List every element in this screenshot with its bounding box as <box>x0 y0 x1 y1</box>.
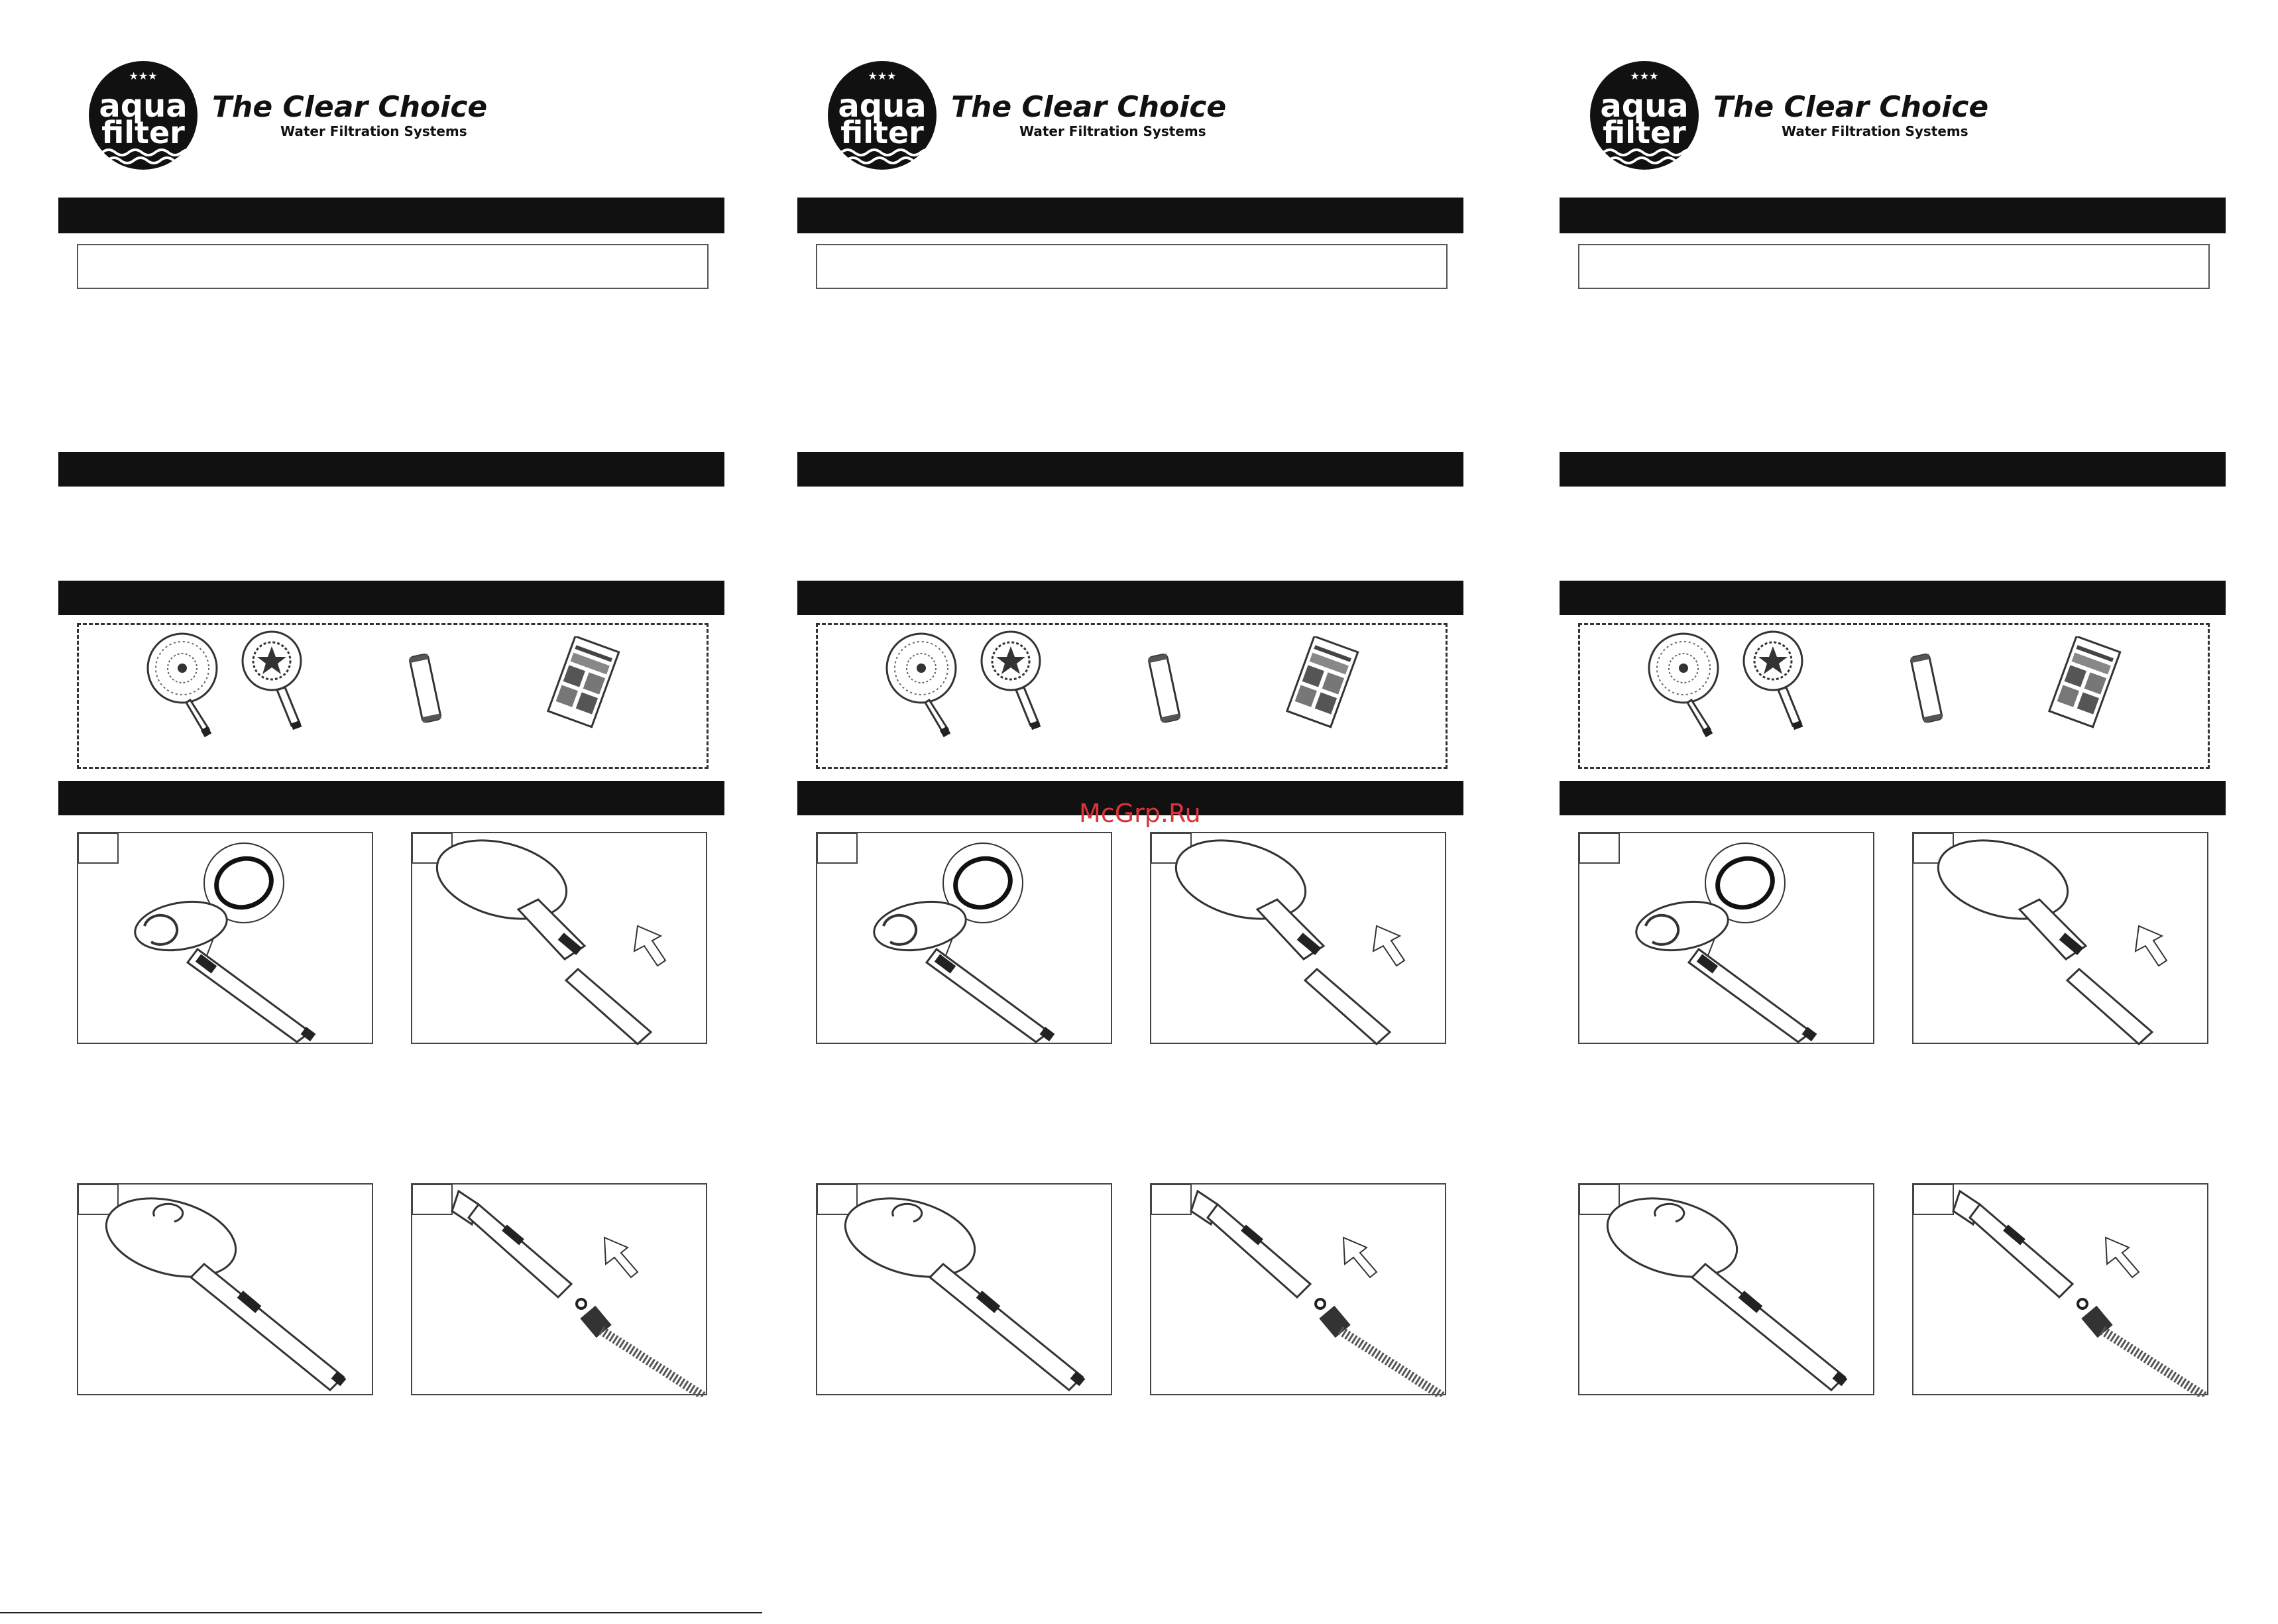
aqua-filter-logo <box>826 60 959 192</box>
step-3-box <box>816 1183 1112 1395</box>
step-2-box <box>1912 832 2208 1044</box>
shower-head-round-icon <box>882 630 968 742</box>
brand-subline: Water Filtration Systems <box>280 123 467 139</box>
arrow-icon <box>634 926 665 966</box>
instruction-card-icon <box>540 636 633 729</box>
step-1-box <box>816 832 1112 1044</box>
title-box <box>816 244 1448 289</box>
svg-text:aqua: aqua <box>838 87 927 125</box>
step-3-box <box>77 1183 373 1395</box>
section-bar-1 <box>58 198 724 233</box>
filter-cartridge-icon <box>1904 650 1951 729</box>
step-1-box <box>77 832 373 1044</box>
title-box <box>1578 244 2210 289</box>
shower-head-star-icon <box>239 626 325 739</box>
section-bar-2 <box>797 452 1463 487</box>
watermark: McGrp.Ru <box>1079 799 1201 828</box>
filter-cartridge-icon <box>1142 650 1188 729</box>
footer-rule <box>0 1612 762 1613</box>
step-2-box <box>1150 832 1446 1044</box>
brand-subline: Water Filtration Systems <box>1782 123 1968 139</box>
aqua-filter-logo <box>1589 60 1721 192</box>
section-bar-4 <box>58 781 724 815</box>
step-1-box <box>1578 832 1874 1044</box>
arrow-icon <box>1373 926 1404 966</box>
step-2-box <box>411 832 707 1044</box>
step-4-box <box>411 1183 707 1395</box>
section-bar-4 <box>1560 781 2226 815</box>
svg-text:filter: filter <box>840 115 924 150</box>
svg-text:★★★: ★★★ <box>129 70 158 82</box>
shower-head-star-icon <box>978 626 1064 739</box>
svg-text:filter: filter <box>1603 115 1686 150</box>
arrow-icon <box>1343 1238 1377 1277</box>
hose-icon <box>1319 1306 1443 1397</box>
section-bar-3 <box>1560 581 2226 615</box>
hose-icon <box>580 1306 704 1397</box>
svg-text:aqua: aqua <box>99 87 188 125</box>
brand-subline: Water Filtration Systems <box>1019 123 1206 139</box>
arrow-icon <box>2136 926 2167 966</box>
svg-text:★★★: ★★★ <box>868 70 897 82</box>
section-bar-2 <box>1560 452 2226 487</box>
leaflet-column-3 <box>1501 0 2260 1624</box>
brand-tagline: The Clear Choice <box>951 90 1227 124</box>
brand-tagline: The Clear Choice <box>1713 90 1989 124</box>
step-3-box <box>1578 1183 1874 1395</box>
section-bar-1 <box>1560 198 2226 233</box>
title-box <box>77 244 709 289</box>
shower-head-star-icon <box>1740 626 1826 739</box>
leaflet-column-1 <box>0 0 759 1624</box>
svg-text:★★★: ★★★ <box>1630 70 1659 82</box>
section-bar-3 <box>58 581 724 615</box>
section-bar-2 <box>58 452 724 487</box>
filter-cartridge-icon <box>403 650 449 729</box>
section-bar-1 <box>797 198 1463 233</box>
arrow-icon <box>604 1238 638 1277</box>
brand-tagline: The Clear Choice <box>212 90 488 124</box>
step-4-box <box>1912 1183 2208 1395</box>
section-bar-3 <box>797 581 1463 615</box>
instruction-card-icon <box>2041 636 2134 729</box>
step-4-box <box>1150 1183 1446 1395</box>
arrow-icon <box>2106 1238 2139 1277</box>
svg-text:aqua: aqua <box>1600 87 1689 125</box>
shower-head-round-icon <box>142 630 229 742</box>
shower-head-round-icon <box>1644 630 1730 742</box>
svg-text:filter: filter <box>101 115 185 150</box>
hose-icon <box>2081 1306 2205 1397</box>
aqua-filter-logo <box>87 60 220 192</box>
instruction-card-icon <box>1279 636 1372 729</box>
